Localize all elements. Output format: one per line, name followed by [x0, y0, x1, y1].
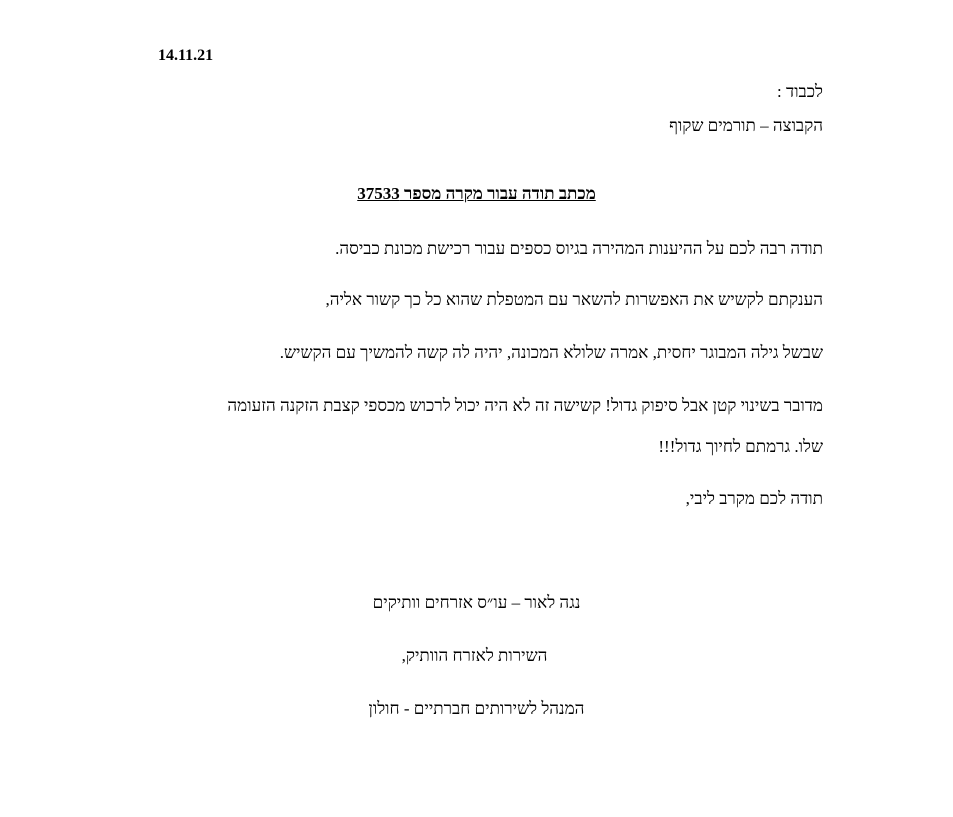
- body-paragraph-1: תודה רבה לכם על ההיענות המהירה בגיוס כספים עבור רכישת מכונת כביסה.: [335, 239, 823, 258]
- body-paragraph-4-line-1: מדובר בשינוי קטן אבל סיפוק גדול! קשישה זה לא היה יכול לרכוש מכספי קצבת הזקנה הזעומה: [227, 396, 823, 415]
- letter-date: 14.11.21: [158, 47, 214, 64]
- signature-service: השירות לאזרח הוותיק,: [401, 646, 548, 665]
- body-paragraph-3: שבשל גילה המבוגר יחסית, אמרה שלולא המכונה, יהיה לה קשה להמשיך עם הקשיש.: [279, 343, 823, 362]
- signature-department: המנהל לשירותים חברתיים - חולון: [368, 699, 585, 718]
- recipient: הקבוצה – תורמים שקוף: [669, 116, 823, 135]
- salutation: לכבוד :: [777, 82, 823, 101]
- body-paragraph-2: הענקתם לקשיש את האפשרות להשאר עם המטפלת שהוא כל כך קשור אליה,: [325, 290, 823, 309]
- closing-line: תודה לכם מקרב ליבי,: [685, 489, 823, 508]
- body-paragraph-4-line-2: שלו. גרמתם לחיוך גדול!!!: [658, 437, 823, 456]
- letter-subject: מכתב תודה עבור מקרה מספר 37533: [357, 184, 596, 203]
- signature-name: נגה לאור – עו״ס אזרחים וותיקים: [372, 593, 581, 612]
